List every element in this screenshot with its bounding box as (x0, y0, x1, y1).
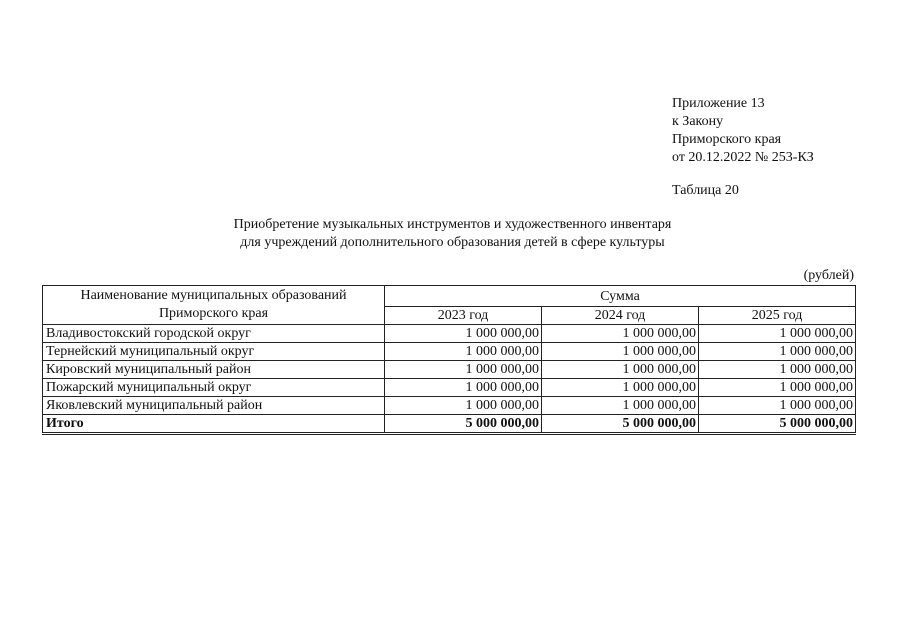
amount-cell: 1 000 000,00 (699, 361, 856, 379)
total-amount-cell: 5 000 000,00 (699, 415, 856, 434)
municipality-name: Тернейский муниципальный округ (43, 343, 385, 361)
table-row (43, 379, 856, 397)
table-row (43, 361, 856, 379)
table-row (43, 325, 856, 343)
units-label: (рублей) (803, 268, 854, 283)
amount-cell: 1 000 000,00 (699, 343, 856, 361)
table-row (43, 343, 856, 361)
document-title (0, 216, 905, 252)
amount-cell: 1 000 000,00 (542, 343, 699, 361)
appendix-line-3: Приморского края (672, 132, 782, 147)
amount-cell: 1 000 000,00 (542, 361, 699, 379)
municipality-name: Кировский муниципальный район (43, 361, 385, 379)
amount-cell: 1 000 000,00 (542, 397, 699, 415)
table-row (43, 397, 856, 415)
table-total-row (43, 415, 856, 434)
amount-cell: 1 000 000,00 (385, 397, 542, 415)
appendix-line-4: от 20.12.2022 № 253-КЗ (672, 150, 814, 165)
allocation-table (42, 285, 856, 435)
municipality-name: Яковлевский муниципальный район (43, 397, 385, 415)
municipality-name: Пожарский муниципальный округ (43, 379, 385, 397)
column-header-name-line-1: Наименование муниципальных образований (80, 288, 347, 303)
amount-cell: 1 000 000,00 (542, 325, 699, 343)
table-number: Таблица 20 (672, 183, 739, 198)
total-label: Итого (43, 415, 385, 434)
appendix-line-2: к Закону (672, 114, 724, 129)
column-header-name-line-2: Приморского края (158, 306, 269, 321)
column-header-year: 2024 год (542, 307, 699, 325)
total-amount-cell: 5 000 000,00 (542, 415, 699, 434)
amount-cell: 1 000 000,00 (385, 343, 542, 361)
appendix-reference (672, 95, 814, 167)
amount-cell: 1 000 000,00 (699, 397, 856, 415)
amount-cell: 1 000 000,00 (385, 325, 542, 343)
amount-cell: 1 000 000,00 (385, 379, 542, 397)
amount-cell: 1 000 000,00 (699, 379, 856, 397)
column-header-year: 2025 год (699, 307, 856, 325)
title-line-2: для учреждений дополнительного образования детей в сфере культуры (240, 235, 665, 250)
appendix-line-1: Приложение 13 (672, 96, 765, 111)
amount-cell: 1 000 000,00 (385, 361, 542, 379)
column-header-sum: Сумма (385, 286, 856, 307)
column-header-name (43, 286, 385, 325)
amount-cell: 1 000 000,00 (542, 379, 699, 397)
table-header-row (43, 286, 856, 307)
title-line-1: Приобретение музыкальных инструментов и художественного инвентаря (233, 217, 672, 232)
total-amount-cell: 5 000 000,00 (385, 415, 542, 434)
amount-cell: 1 000 000,00 (699, 325, 856, 343)
column-header-year: 2023 год (385, 307, 542, 325)
municipality-name: Владивостокский городской округ (43, 325, 385, 343)
